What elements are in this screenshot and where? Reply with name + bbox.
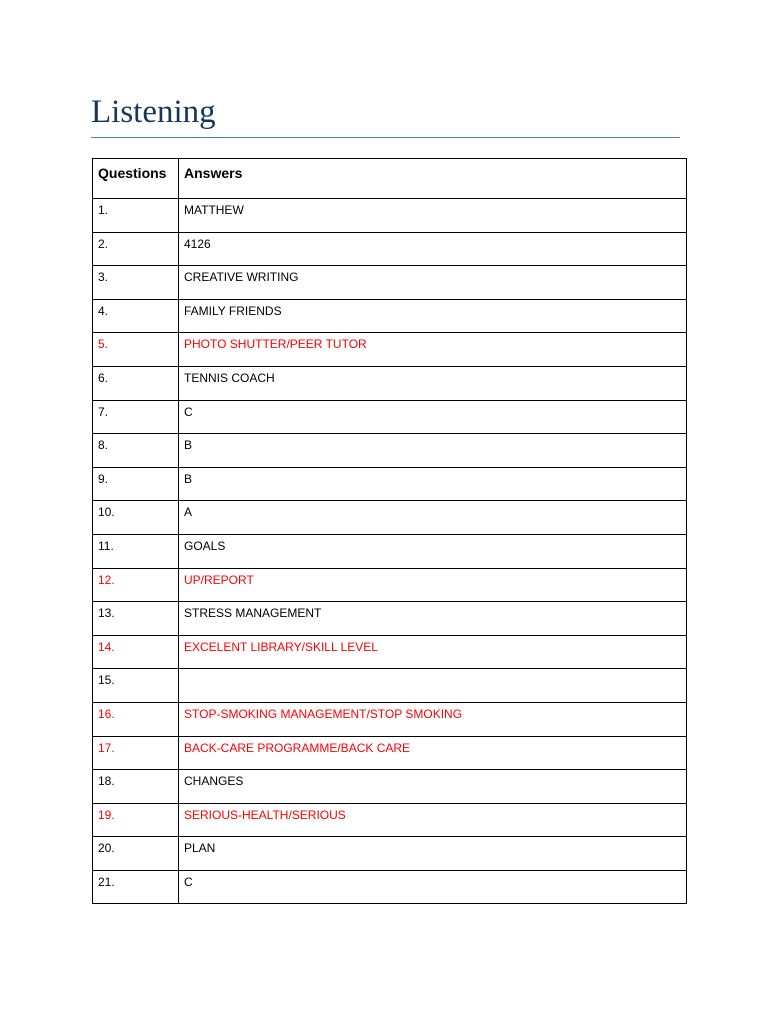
table-row bbox=[93, 501, 687, 535]
question-number: 15. bbox=[93, 669, 179, 703]
table-header-row bbox=[93, 159, 687, 199]
table-row bbox=[93, 702, 687, 736]
answer-cell: C bbox=[179, 400, 687, 434]
question-number: 20. bbox=[93, 837, 179, 871]
table-row bbox=[93, 366, 687, 400]
answer-cell: STRESS MANAGEMENT bbox=[179, 602, 687, 636]
answer-cell: BACK-CARE PROGRAMME/BACK CARE bbox=[179, 736, 687, 770]
question-number: 2. bbox=[93, 232, 179, 266]
question-number: 4. bbox=[93, 299, 179, 333]
answer-cell: UP/REPORT bbox=[179, 568, 687, 602]
table-row bbox=[93, 602, 687, 636]
answer-rows bbox=[93, 199, 687, 904]
question-number: 17. bbox=[93, 736, 179, 770]
question-number: 16. bbox=[93, 702, 179, 736]
answer-cell: 4126 bbox=[179, 232, 687, 266]
question-number: 12. bbox=[93, 568, 179, 602]
question-number: 11. bbox=[93, 534, 179, 568]
question-number: 10. bbox=[93, 501, 179, 535]
answer-cell: B bbox=[179, 467, 687, 501]
answer-cell: EXCELENT LIBRARY/SKILL LEVEL bbox=[179, 635, 687, 669]
question-number: 21. bbox=[93, 870, 179, 904]
question-number: 7. bbox=[93, 400, 179, 434]
table-row bbox=[93, 803, 687, 837]
table-row bbox=[93, 299, 687, 333]
answer-cell: C bbox=[179, 870, 687, 904]
question-number: 9. bbox=[93, 467, 179, 501]
page-title: Listening bbox=[91, 94, 216, 130]
answer-cell: CHANGES bbox=[179, 770, 687, 804]
question-number: 18. bbox=[93, 770, 179, 804]
table-row bbox=[93, 467, 687, 501]
table-row bbox=[93, 534, 687, 568]
answer-cell: SERIOUS-HEALTH/SERIOUS bbox=[179, 803, 687, 837]
table-row bbox=[93, 770, 687, 804]
answer-cell: MATTHEW bbox=[179, 199, 687, 233]
answer-cell: GOALS bbox=[179, 534, 687, 568]
question-number: 13. bbox=[93, 602, 179, 636]
table-row bbox=[93, 232, 687, 266]
question-number: 6. bbox=[93, 366, 179, 400]
answer-cell: PLAN bbox=[179, 837, 687, 871]
table-row bbox=[93, 568, 687, 602]
question-number: 14. bbox=[93, 635, 179, 669]
answer-cell: B bbox=[179, 434, 687, 468]
answer-cell: TENNIS COACH bbox=[179, 366, 687, 400]
answer-cell: CREATIVE WRITING bbox=[179, 266, 687, 300]
table-row bbox=[93, 266, 687, 300]
question-number: 1. bbox=[93, 199, 179, 233]
answer-key-table bbox=[92, 158, 687, 904]
table-row bbox=[93, 736, 687, 770]
table-row bbox=[93, 837, 687, 871]
table-row bbox=[93, 400, 687, 434]
answer-cell: PHOTO SHUTTER/PEER TUTOR bbox=[179, 333, 687, 367]
answer-cell bbox=[179, 669, 687, 703]
answer-cell: FAMILY FRIENDS bbox=[179, 299, 687, 333]
table-row bbox=[93, 199, 687, 233]
table-row bbox=[93, 669, 687, 703]
table-row bbox=[93, 333, 687, 367]
title-underline bbox=[91, 137, 680, 138]
question-number: 3. bbox=[93, 266, 179, 300]
table-row bbox=[93, 635, 687, 669]
answers-column-header: Answers bbox=[179, 159, 687, 199]
question-number: 19. bbox=[93, 803, 179, 837]
table-row bbox=[93, 434, 687, 468]
answer-cell: STOP-SMOKING MANAGEMENT/STOP SMOKING bbox=[179, 702, 687, 736]
table-row bbox=[93, 870, 687, 904]
answer-cell: A bbox=[179, 501, 687, 535]
question-number: 5. bbox=[93, 333, 179, 367]
questions-column-header: Questions bbox=[93, 159, 179, 199]
question-number: 8. bbox=[93, 434, 179, 468]
